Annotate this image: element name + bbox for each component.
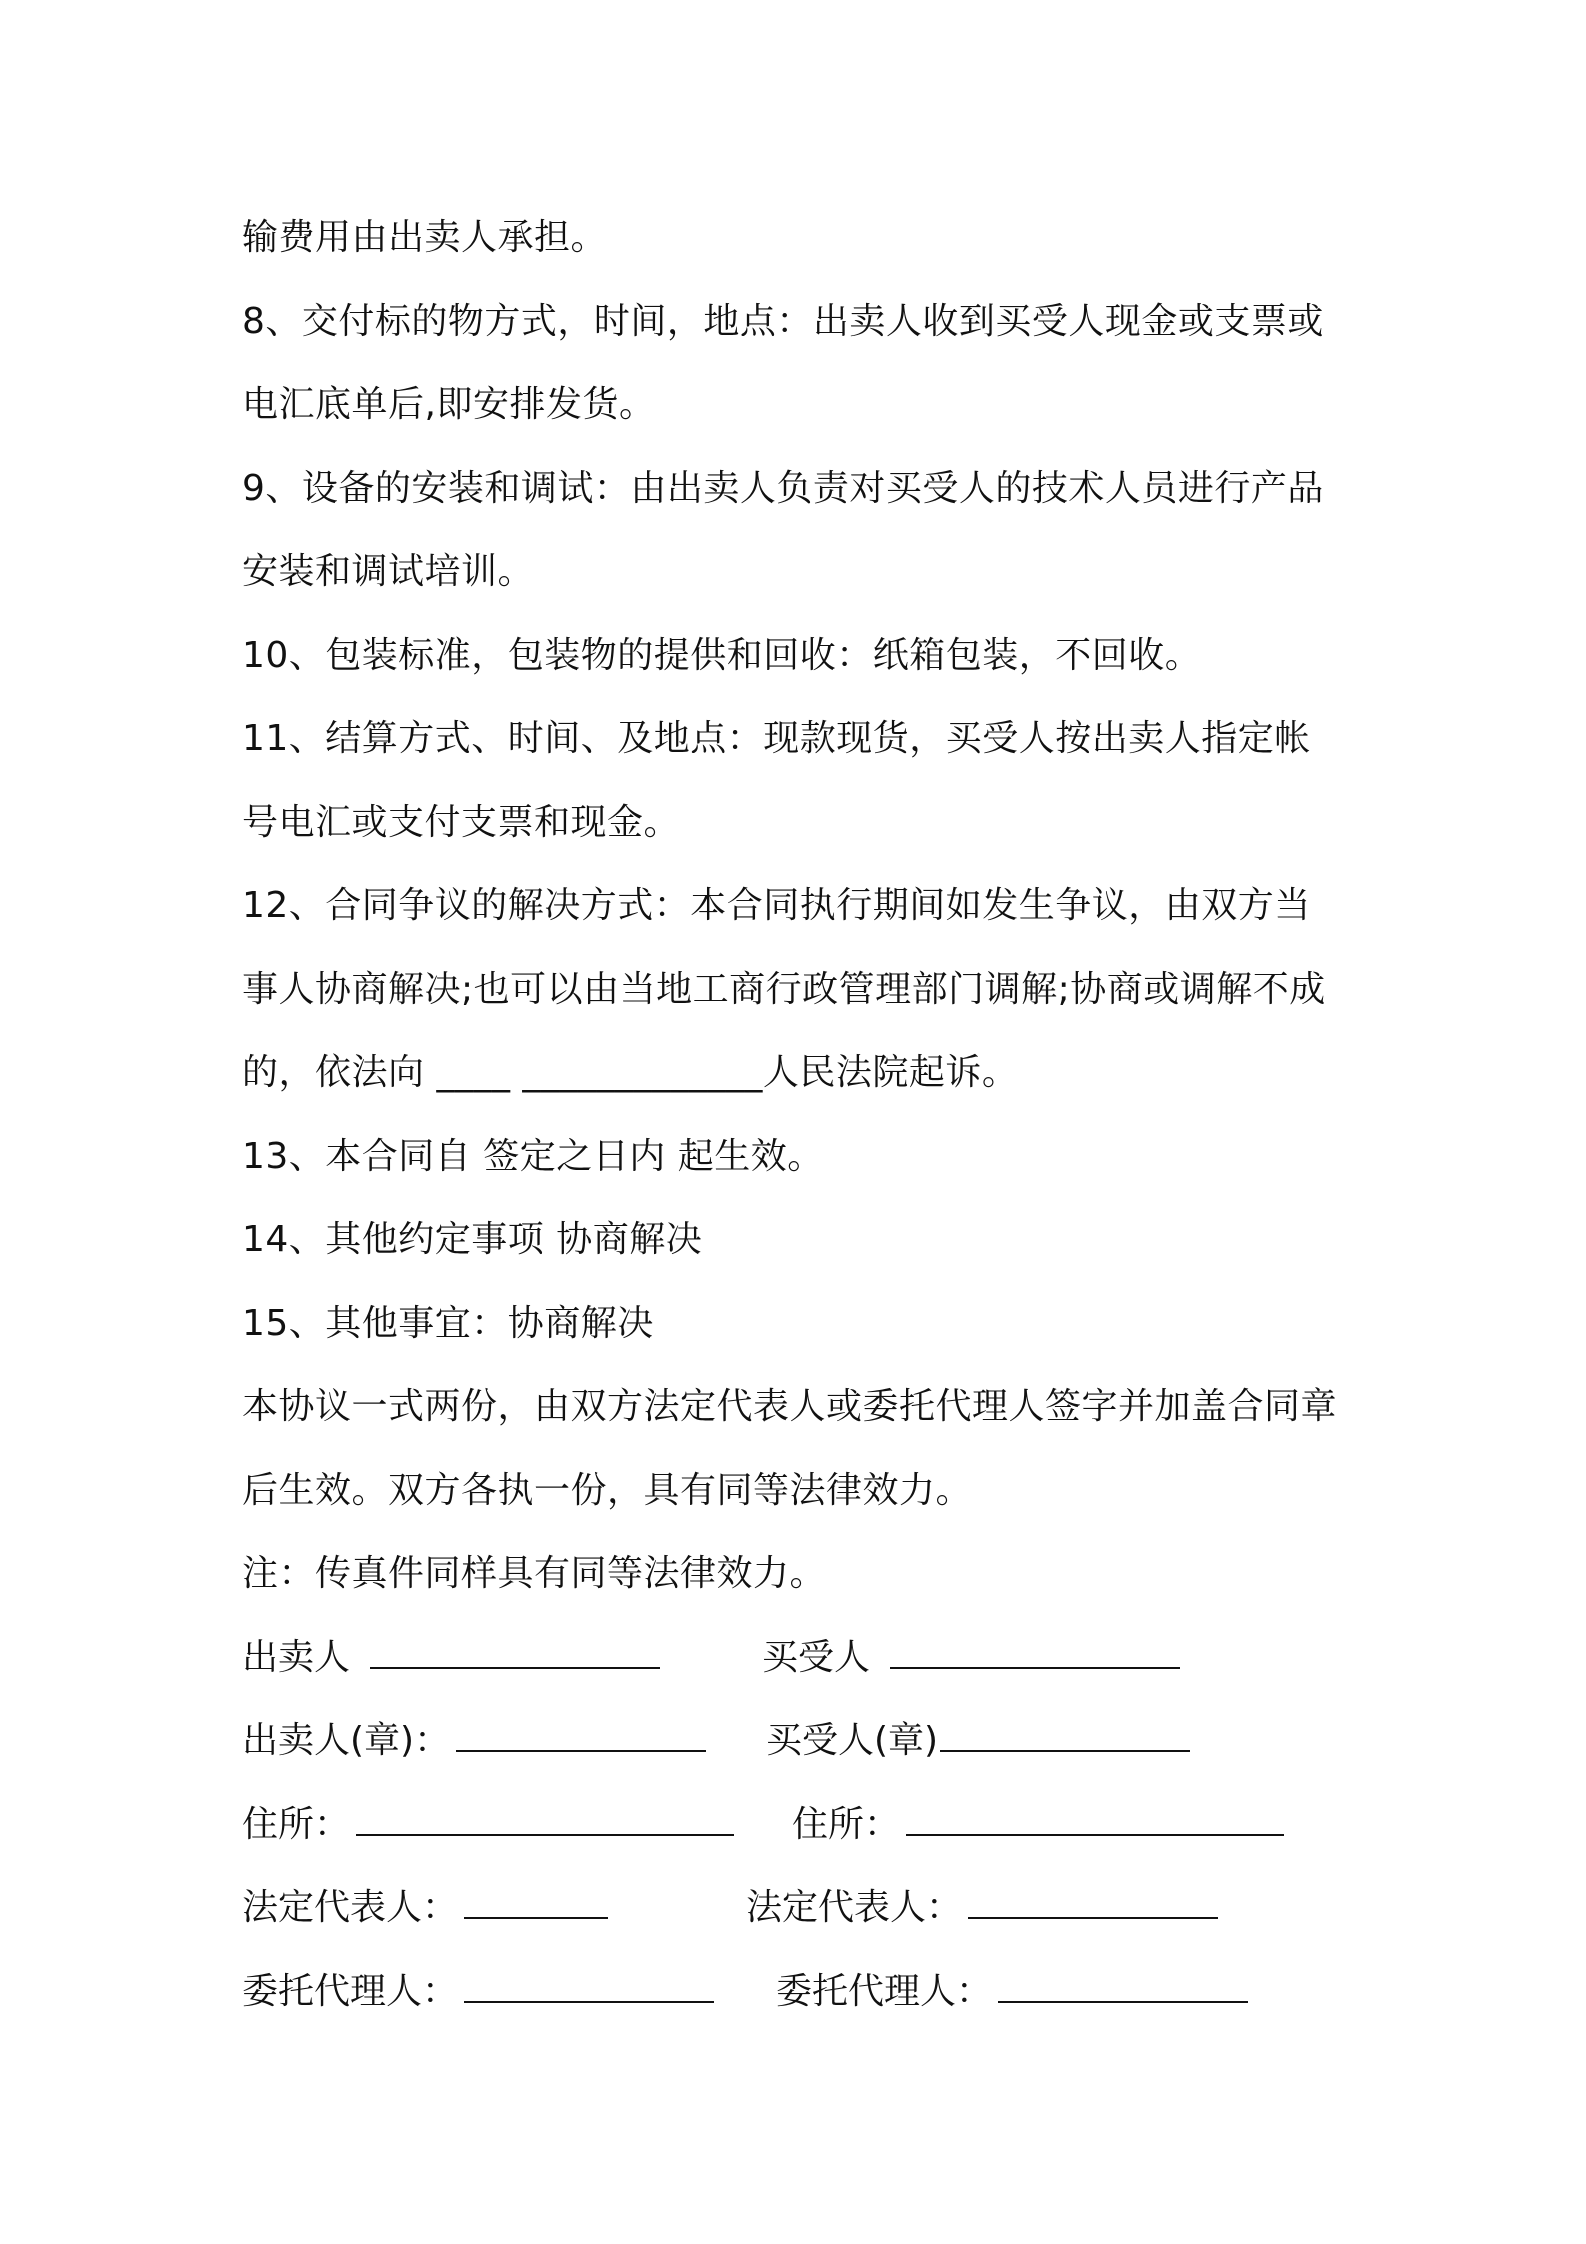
buyer-agent-label: 委托代理人： (776, 1970, 993, 2012)
buyer-agent-field (776, 1950, 1248, 2034)
paragraph-line: 13、本合同自 签定之日内 起生效。 (242, 1135, 824, 1177)
buyer-seal-field (766, 1699, 1190, 1783)
buyer-legal-rep-blank[interactable] (968, 1887, 1218, 1919)
paragraph-line: 号电汇或支付支票和现金。 (242, 801, 681, 843)
paragraph-line: 的，依法向 ____ _____________人民法院起诉。 (242, 1052, 1019, 1093)
paragraph-line: 安装和调试培训。 (242, 551, 535, 592)
paragraph-line: 注：传真件同样具有同等法律效力。 (242, 1553, 827, 1594)
seller-label: 出卖人 (242, 1636, 351, 1678)
paragraph-line: 电汇底单后,即安排发货。 (242, 384, 656, 425)
buyer-legal-rep-label: 法定代表人： (746, 1887, 963, 1928)
paragraph-line: 本协议一式两份，由双方法定代表人或委托代理人签字并加盖合同章 (242, 1386, 1338, 1427)
paragraph-line: 15、其他事宜：协商解决 (242, 1302, 654, 1344)
seller-field (242, 1616, 660, 1700)
seller-address-blank[interactable] (356, 1804, 734, 1836)
buyer-field (762, 1616, 1180, 1700)
seller-address-label: 住所： (242, 1803, 351, 1845)
buyer-address-field (792, 1783, 1284, 1867)
buyer-address-label: 住所： (792, 1803, 901, 1845)
paragraph-line: 输费用由出卖人承担。 (242, 217, 608, 258)
seller-seal-blank[interactable] (456, 1720, 706, 1752)
paragraph-line: 事人协商解决;也可以由当地工商行政管理部门调解;协商或调解不成 (242, 968, 1326, 1010)
seller-agent-field (242, 1950, 714, 2034)
seller-legal-rep-blank[interactable] (464, 1887, 608, 1919)
seller-seal-label: 出卖人(章)： (242, 1720, 451, 1761)
paragraph-line: 8、交付标的物方式，时间，地点：出卖人收到买受人现金或支票或 (242, 300, 1324, 342)
seller-agent-label: 委托代理人： (242, 1970, 459, 2012)
seller-agent-blank[interactable] (464, 1971, 714, 2003)
seller-legal-rep-field (242, 1866, 608, 1950)
paragraph-line: 14、其他约定事项 协商解决 (242, 1219, 703, 1260)
signature-row-agent (242, 1950, 1362, 2034)
document-body (242, 196, 1362, 2033)
seller-seal-field (242, 1699, 706, 1783)
seller-blank[interactable] (370, 1637, 660, 1669)
paragraph-line: 9、设备的安装和调试：由出卖人负责对买受人的技术人员进行产品 (242, 467, 1324, 509)
buyer-agent-blank[interactable] (998, 1971, 1248, 2003)
signature-row-legal-rep (242, 1866, 1362, 1950)
seller-legal-rep-label: 法定代表人： (242, 1887, 459, 1928)
buyer-legal-rep-field (746, 1866, 1218, 1950)
buyer-seal-blank[interactable] (940, 1720, 1190, 1752)
signature-row-address (242, 1783, 1362, 1867)
buyer-blank[interactable] (890, 1637, 1180, 1669)
seller-address-field (242, 1783, 734, 1867)
paragraph-line: 10、包装标准，包装物的提供和回收：纸箱包装，不回收。 (242, 634, 1202, 676)
paragraph-line: 12、合同争议的解决方式：本合同执行期间如发生争议，由双方当 (242, 885, 1311, 926)
paragraph-line: 11、结算方式、时间、及地点：现款现货，买受人按出卖人指定帐 (242, 718, 1311, 759)
signature-row-seal (242, 1699, 1362, 1783)
buyer-address-blank[interactable] (906, 1804, 1284, 1836)
buyer-label: 买受人 (762, 1636, 871, 1678)
buyer-seal-label: 买受人(章) (766, 1720, 939, 1761)
paragraph-line: 后生效。双方各执一份，具有同等法律效力。 (242, 1469, 973, 1511)
signature-row-party (242, 1616, 1362, 1700)
